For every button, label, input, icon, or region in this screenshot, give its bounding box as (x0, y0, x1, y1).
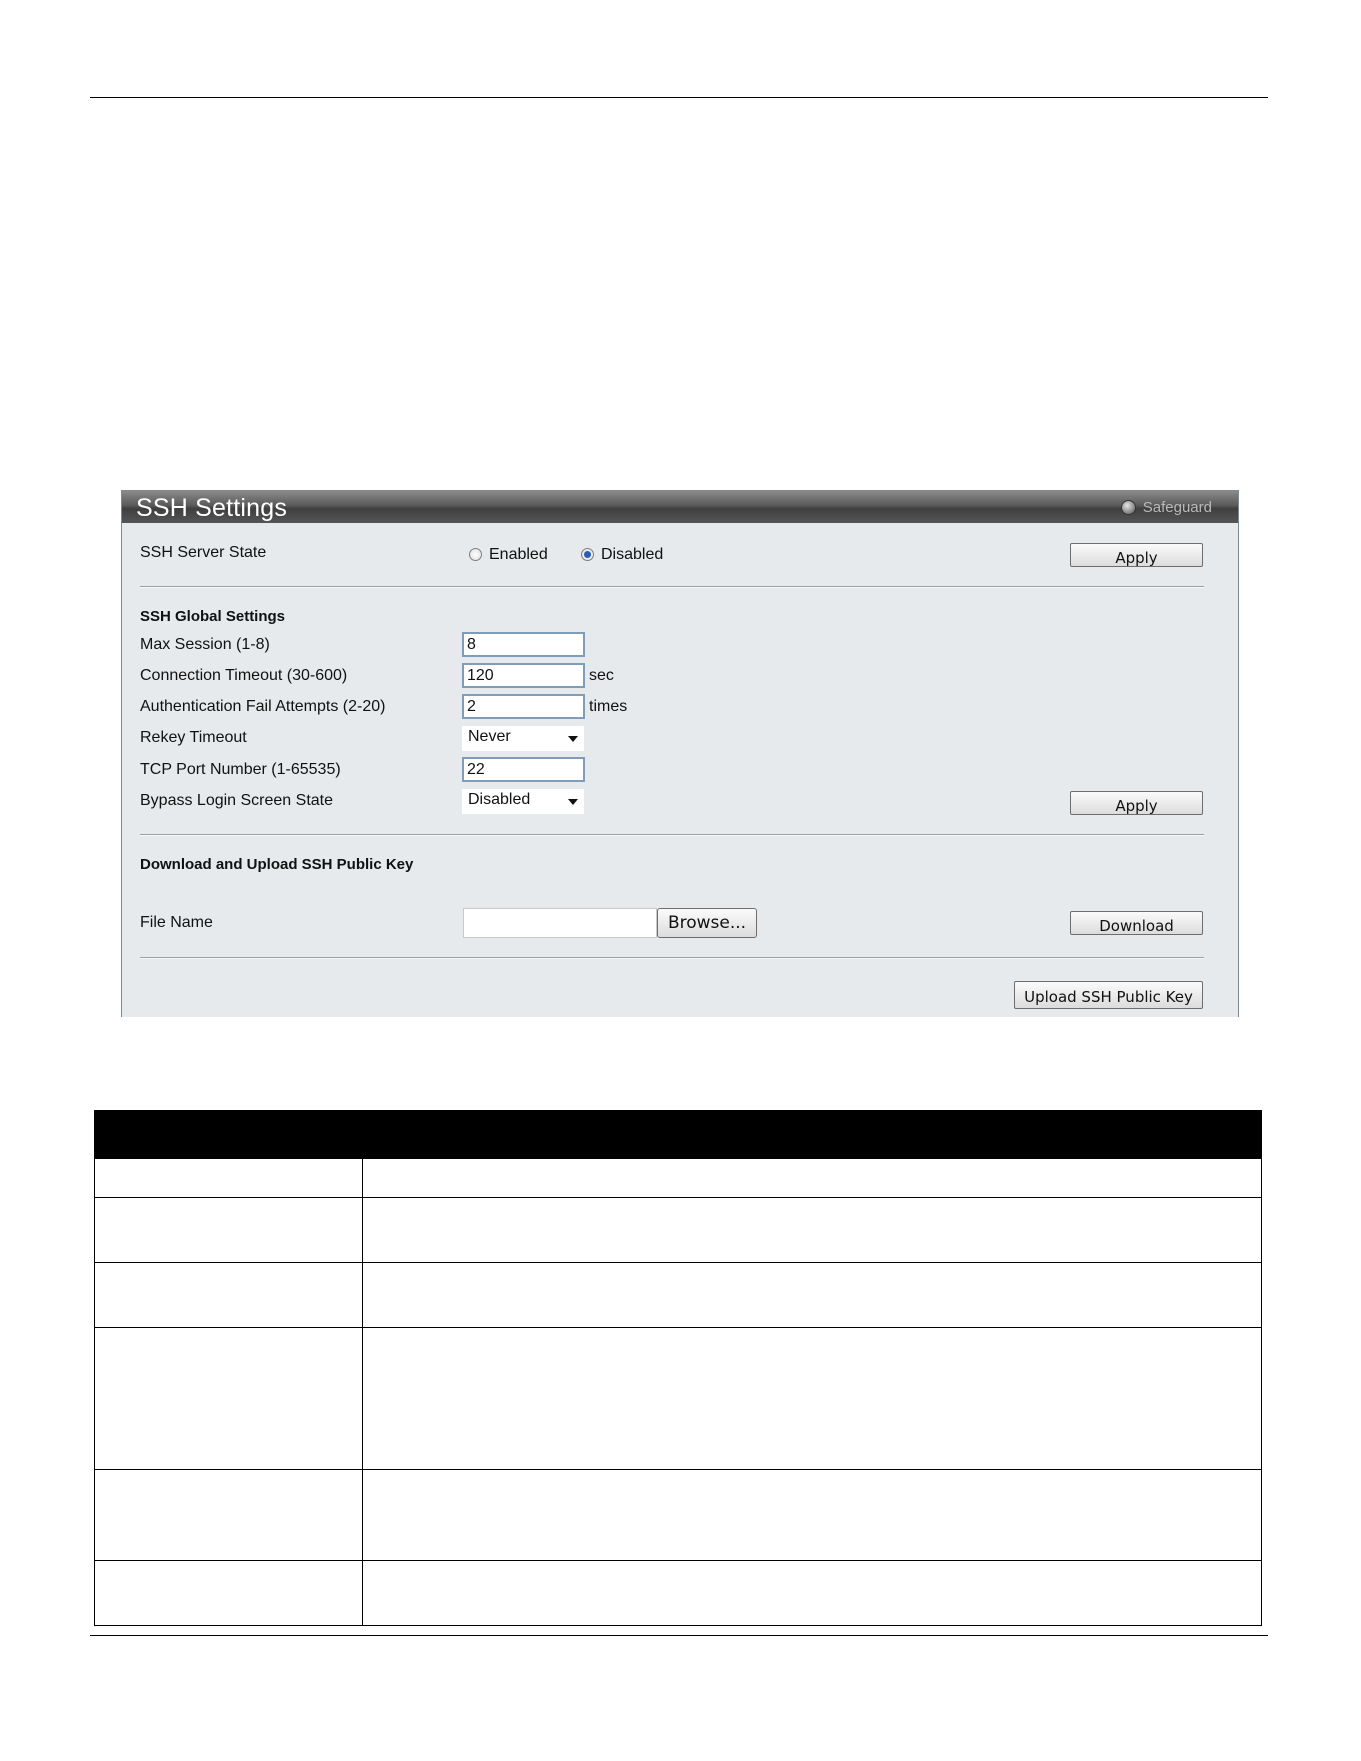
disabled-radio[interactable] (581, 548, 594, 561)
connection-timeout-unit: sec (589, 667, 614, 684)
bottom-rule (90, 1635, 1268, 1636)
bypass-login-select[interactable] (462, 789, 584, 814)
divider (140, 834, 1204, 835)
connection-timeout-label: Connection Timeout (30-600) (140, 667, 348, 684)
chevron-down-icon (568, 799, 578, 805)
browse-button[interactable]: Browse... (657, 908, 757, 938)
table-header-row (95, 1111, 1262, 1159)
rekey-timeout-label: Rekey Timeout (140, 729, 247, 746)
download-button[interactable]: Download (1070, 911, 1203, 935)
divider (140, 957, 1204, 958)
auth-fail-input[interactable]: 2 (462, 694, 585, 719)
table-row (95, 1328, 1262, 1469)
table-cell (95, 1328, 363, 1469)
tcp-port-input[interactable]: 22 (462, 757, 585, 782)
safeguard-indicator (1121, 499, 1212, 516)
server-state-label: SSH Server State (140, 544, 267, 561)
enabled-radio-label[interactable]: Enabled (489, 546, 548, 563)
bypass-login-value: Disabled (468, 791, 531, 808)
global-settings-heading: SSH Global Settings (140, 608, 286, 625)
parameter-description-table (94, 1110, 1262, 1626)
table-cell (363, 1328, 1262, 1469)
rekey-timeout-select[interactable] (462, 726, 584, 751)
rekey-timeout-value: Never (468, 728, 511, 745)
upload-public-key-button[interactable]: Upload SSH Public Key (1014, 981, 1203, 1009)
safeguard-label: Safeguard (1142, 499, 1212, 516)
table-cell (95, 1159, 363, 1198)
public-key-heading: Download and Upload SSH Public Key (140, 856, 414, 873)
table-cell (363, 1198, 1262, 1263)
table-cell (95, 1198, 363, 1263)
file-name-label: File Name (140, 914, 213, 931)
table-cell (95, 1469, 363, 1560)
connection-timeout-input[interactable]: 120 (462, 663, 585, 688)
table-row (95, 1263, 1262, 1328)
ssh-settings-panel (121, 490, 1239, 1017)
table-row (95, 1469, 1262, 1560)
max-session-label: Max Session (1-8) (140, 636, 270, 653)
server-state-apply-button[interactable]: Apply (1070, 543, 1203, 567)
file-name-input[interactable] (463, 908, 657, 938)
panel-header (122, 491, 1238, 523)
enabled-radio[interactable] (469, 548, 482, 561)
table-cell (363, 1560, 1262, 1625)
bypass-login-label: Bypass Login Screen State (140, 792, 334, 809)
top-rule (90, 97, 1268, 98)
table-cell (363, 1469, 1262, 1560)
table-cell (95, 1263, 363, 1328)
chevron-down-icon (568, 736, 578, 742)
divider (140, 586, 1204, 587)
table-row (95, 1159, 1262, 1198)
auth-fail-label: Authentication Fail Attempts (2-20) (140, 698, 386, 715)
table-row (95, 1560, 1262, 1625)
table-cell (363, 1159, 1262, 1198)
tcp-port-label: TCP Port Number (1-65535) (140, 761, 341, 778)
table-cell (95, 1560, 363, 1625)
panel-title: SSH Settings (136, 494, 288, 522)
safeguard-icon (1121, 500, 1136, 515)
auth-fail-unit: times (589, 698, 628, 715)
max-session-input[interactable]: 8 (462, 632, 585, 657)
table-header-cell (363, 1111, 1262, 1159)
table-cell (363, 1263, 1262, 1328)
global-settings-apply-button[interactable]: Apply (1070, 791, 1203, 815)
table-header-cell (95, 1111, 363, 1159)
table-row (95, 1198, 1262, 1263)
disabled-radio-label[interactable]: Disabled (601, 546, 664, 563)
